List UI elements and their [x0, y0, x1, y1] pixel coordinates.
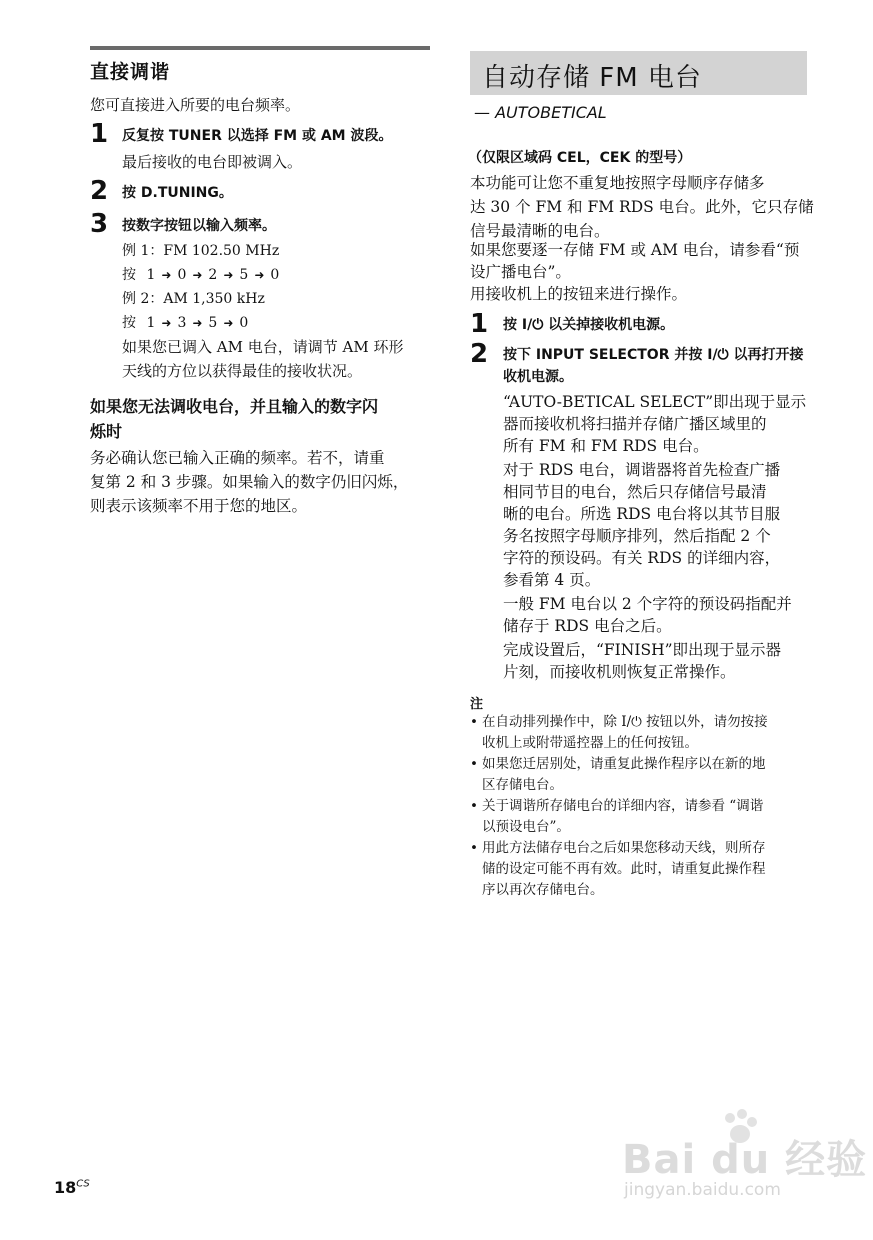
- note-item: • 关于调谐所存储电台的详细内容，请参看 “调谐 以预设电台”。: [470, 798, 764, 835]
- detail-line: 对于 RDS 电台，调谐器将首先检查广播: [503, 461, 781, 479]
- intro-line: 本功能可让您不重复地按照字母顺序存储多: [470, 174, 765, 192]
- bullet-icon: •: [470, 714, 478, 730]
- page-number: $18^{CS}$: [54, 1178, 90, 1197]
- detail-line: 片刻，而接收机则恢复正常操作。: [503, 663, 736, 681]
- troubleshoot-text: 务必确认您已输入正确的频率。若不，请重: [90, 449, 385, 467]
- step-text: 按 I/⏻ 以关掉接收机电源。: [503, 317, 675, 333]
- intro-line: 信号最清晰的电台。: [470, 222, 610, 240]
- detail-line: 完成设置后，“FINISH”即出现于显示器: [503, 641, 782, 659]
- section-subtitle: — AUTOBETICAL: [474, 103, 607, 122]
- example-2-keys: 按 1 ➜ 3 ➜ 5 ➜ 0: [122, 311, 248, 335]
- example-1-label: 例 1：FM 102.50 MHz: [122, 243, 280, 259]
- watermark-brand: Bai du 经验: [622, 1137, 868, 1183]
- step-number: 1: [90, 119, 109, 149]
- section-rule: [90, 46, 430, 50]
- step-number: 2: [90, 176, 109, 206]
- arrow-icon: ➜: [192, 268, 203, 282]
- bullet-icon: •: [470, 798, 478, 814]
- intro-line: 设广播电台”。: [470, 263, 571, 281]
- note-heading: 注: [470, 697, 484, 712]
- detail-line: 储存于 RDS 电台之后。: [503, 617, 672, 635]
- step-number: 2: [470, 339, 489, 369]
- intro-line: 达 30 个 FM 和 FM RDS 电台。此外，它只存储: [470, 198, 814, 216]
- section-title-autobetical: 自动存储 FM 电台: [470, 51, 807, 95]
- step-number: 3: [90, 209, 109, 239]
- watermark-url: jingyan.baidu.com: [624, 1180, 781, 1200]
- region-note: （仅限区域码 CEL，CEK 的型号）: [468, 150, 692, 166]
- detail-line: 字符的预设码。有关 RDS 的详细内容，: [503, 549, 781, 567]
- bullet-icon: •: [470, 756, 478, 772]
- intro-line: 如果您要逐一存储 FM 或 AM 电台，请参看“预: [470, 241, 800, 259]
- arrow-icon: ➜: [161, 316, 172, 330]
- section-title-direct-tuning: 直接调谐: [90, 61, 171, 83]
- example-1-keys: 按 1 ➜ 0 ➜ 2 ➜ 5 ➜ 0: [122, 263, 279, 287]
- bullet-icon: •: [470, 840, 478, 856]
- detail-line: 晰的电台。所选 RDS 电台将以其节目服: [503, 505, 781, 523]
- arrow-icon: ➜: [192, 316, 203, 330]
- step-text: 反复按 TUNER 以选择 FM 或 AM 波段。: [122, 128, 393, 144]
- troubleshoot-heading: 如果您无法调收电台，并且输入的数字闪: [90, 397, 379, 416]
- step-number: 1: [470, 309, 489, 339]
- example-2-label: 例 2：AM 1,350 kHz: [122, 291, 265, 307]
- arrow-icon: ➜: [223, 268, 234, 282]
- step-text: 收机电源。: [503, 369, 573, 385]
- arrow-icon: ➜: [161, 268, 172, 282]
- step-text: 按下 INPUT SELECTOR 并按 I/⏻ 以再打开接: [503, 347, 804, 363]
- watermark: [612, 1108, 868, 1208]
- detail-line: 所有 FM 和 FM RDS 电台。: [503, 437, 709, 455]
- troubleshoot-text: 复第 2 和 3 步骤。如果输入的数字仍旧闪烁，: [90, 473, 409, 491]
- detail-line: 相同节目的电台，然后只存储信号最清: [503, 483, 767, 501]
- detail-line: 务名按照字母顺序排列，然后指配 2 个: [503, 527, 771, 545]
- troubleshoot-text: 则表示该频率不用于您的地区。: [90, 497, 308, 515]
- am-antenna-tip: 如果您已调入 AM 电台，请调节 AM 环形: [122, 338, 404, 356]
- step-text: 按 D.TUNING。: [122, 185, 233, 201]
- step-text: 按数字按钮以输入频率。: [122, 218, 276, 234]
- arrow-icon: ➜: [254, 268, 265, 282]
- note-item: • 在自动排列操作中，除 I/⏻ 按钮以外，请勿按接 收机上或附带遥控器上的任何按钮。: [470, 714, 768, 751]
- intro-line: 用接收机上的按钮来进行操作。: [470, 285, 688, 303]
- detail-line: 参看第 4 页。: [503, 571, 601, 589]
- detail-line: “AUTO-BETICAL SELECT”即出现于显示: [503, 393, 807, 411]
- detail-line: 一般 FM 电台以 2 个字符的预设码指配并: [503, 595, 792, 613]
- troubleshoot-heading: 烁时: [90, 422, 123, 441]
- detail-line: 器而接收机将扫描并存储广播区域里的: [503, 415, 767, 433]
- note-item: • 如果您迁居别处，请重复此操作程序以在新的地 区存储电台。: [470, 756, 766, 793]
- arrow-icon: ➜: [223, 316, 234, 330]
- step-subtext: 最后接收的电台即被调入。: [122, 153, 303, 171]
- am-antenna-tip: 天线的方位以获得最佳的接收状况。: [122, 362, 363, 380]
- intro-text: 您可直接进入所要的电台频率。: [90, 96, 301, 114]
- note-item: • 用此方法储存电台之后如果您移动天线，则所存 储的设定可能不再有效。此时，请重复此操作程 序以再次存储电台。: [470, 840, 766, 898]
